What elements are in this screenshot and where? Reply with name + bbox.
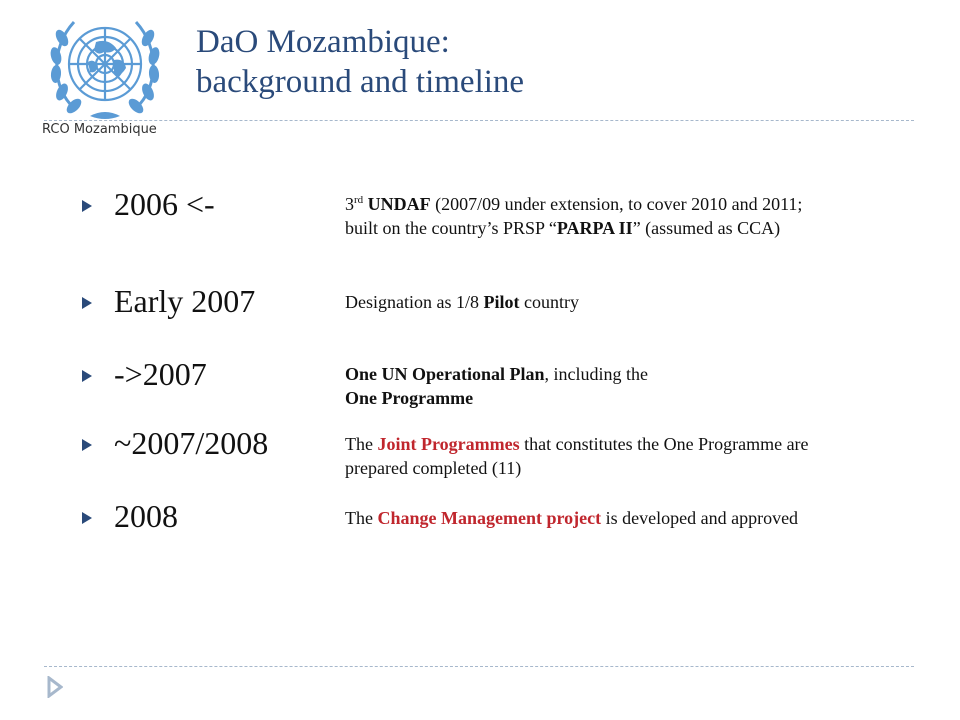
desc-bold: UNDAF	[367, 194, 431, 214]
desc-text: ” (assumed as CCA)	[632, 218, 781, 238]
bullet-triangle-icon	[80, 511, 94, 525]
bullet-triangle-icon	[80, 199, 94, 213]
desc-text: The	[345, 434, 378, 454]
header-divider	[44, 120, 914, 121]
timeline-description	[345, 432, 815, 480]
page-title	[196, 22, 524, 102]
un-emblem-icon	[44, 8, 166, 124]
desc-bold: PARPA II	[556, 218, 633, 238]
org-label: RCO Mozambique	[42, 122, 157, 137]
timeline-description	[345, 362, 815, 410]
timeline-date: 2008	[114, 498, 178, 534]
title-line-1: DaO Mozambique:	[196, 24, 450, 60]
timeline-date: Early 2007	[114, 283, 256, 319]
bullet-triangle-icon	[80, 296, 94, 310]
bullet-triangle-icon	[80, 438, 94, 452]
title-line-2: background and timeline	[196, 64, 525, 100]
desc-text: , including the	[544, 364, 648, 384]
timeline-date: ->2007	[114, 356, 207, 392]
desc-highlight: Change Management project	[377, 508, 602, 528]
desc-text: Designation as 1/8	[345, 292, 484, 312]
timeline-description	[345, 290, 815, 314]
desc-superscript: rd	[354, 194, 364, 206]
desc-highlight: Joint Programmes	[377, 434, 520, 454]
desc-text: that constitutes the One Programme are prepared completed (11)	[345, 434, 809, 478]
desc-bold: One Programme	[345, 388, 474, 408]
timeline-date: ~2007/2008	[114, 425, 269, 461]
bullet-triangle-icon	[80, 369, 94, 383]
desc-text: The	[345, 508, 378, 528]
slide-corner-arrow-icon	[47, 676, 63, 698]
desc-text: 3	[345, 194, 354, 214]
desc-text: is developed and approved	[601, 508, 799, 528]
desc-text: country	[519, 292, 579, 312]
timeline-date: 2006 <-	[114, 186, 215, 222]
desc-bold: One UN Operational Plan	[345, 364, 545, 384]
timeline-description	[345, 506, 815, 530]
desc-text: (2007/09 under extension, to cover 2010 and 2011; built on the country’s PRSP “	[345, 194, 803, 238]
timeline-description	[345, 192, 815, 240]
footer-divider	[44, 666, 914, 667]
desc-bold: Pilot	[483, 292, 520, 312]
